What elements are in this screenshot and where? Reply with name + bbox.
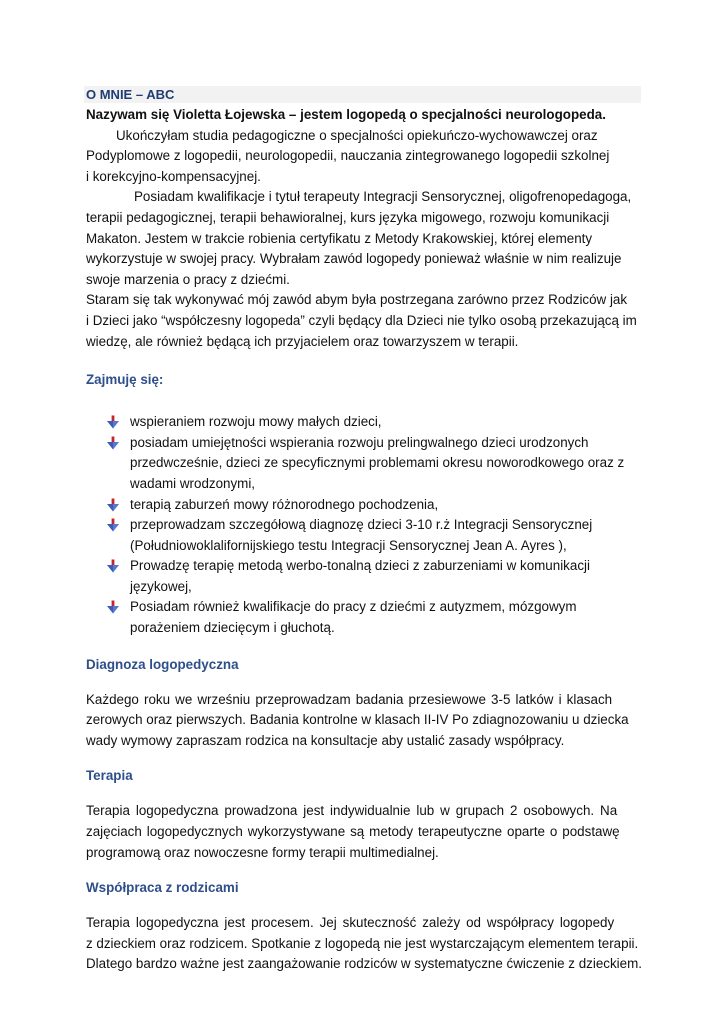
service-list-item	[106, 412, 645, 433]
section-heading-wspolpraca: Współpraca z rodzicami	[86, 880, 239, 896]
service-line: Prowadzę terapię metodą werbo-tonalną dzieci z zaburzeniami w komunikacji	[130, 558, 590, 574]
diagnoza-line: zerowych oraz pierwszych. Badania kontrolne w klasach II-IV Po zdiagnozowaniu u dziecka	[86, 712, 629, 728]
arrow-down-bullet-icon	[106, 498, 120, 512]
section-heading-zajmuje: Zajmuję się:	[86, 372, 164, 388]
wspolpraca-line: Terapia logopedyczna jest procesem. Jej skuteczność zależy od współpracy logopedy	[86, 915, 615, 931]
intro-line: wiedzę, ale również będącą ich przyjacielem oraz towarzyszem w terapii.	[86, 333, 519, 349]
wspolpraca-paragraph	[86, 913, 645, 975]
intro-line: swoje marzenia o pracy z dziećmi.	[86, 271, 290, 287]
service-list-item	[106, 515, 645, 556]
section-heading-terapia: Terapia	[86, 768, 133, 784]
section-heading-diagnoza: Diagnoza logopedyczna	[86, 656, 239, 672]
terapia-line: Terapia logopedyczna prowadzona jest indywidualnie lub w grupach 2 osobowych. Na	[86, 803, 618, 819]
service-list-item	[106, 433, 645, 495]
diagnoza-line: wady wymowy zapraszam rodzica na konsultacje aby ustalić zasady współpracy.	[86, 732, 565, 748]
terapia-line: zajęciach logopedycznych wykorzystywane są metody terapeutyczne oparte o podstawę	[86, 824, 620, 840]
service-list-item	[106, 597, 645, 638]
service-line: Posiadam również kwalifikacje do pracy z dziećmi z autyzmem, mózgowym	[130, 599, 577, 615]
services-list	[86, 412, 645, 639]
service-line: (Południowoklalifornijskiego testu Integracji Sensorycznej Jean A. Ayres ),	[130, 537, 567, 553]
arrow-down-bullet-icon	[106, 415, 120, 429]
service-line: porażeniem dziecięcym i głuchotą.	[130, 620, 335, 636]
intro-line: i korekcyjno-kompensacyjnej.	[86, 168, 261, 184]
service-line: wspieraniem rozwoju mowy małych dzieci,	[130, 414, 382, 430]
service-line: terapią zaburzeń mowy różnorodnego pochodzenia,	[130, 496, 439, 512]
arrow-down-bullet-icon	[106, 559, 120, 573]
intro-line: Posiadam kwalifikacje i tytuł terapeuty Integracji Sensorycznej, oligofrenopedagoga,	[134, 189, 632, 205]
service-line: językowej,	[130, 578, 192, 594]
service-line: przeprowadzam szczegółową diagnozę dzieci 3-10 r.ż Integracji Sensorycznej	[130, 517, 593, 533]
arrow-down-bullet-icon	[106, 518, 120, 532]
intro-line: terapii pedagogicznej, terapii behawioralnej, kurs języka migowego, rozwoju komunikacji	[86, 209, 610, 225]
intro-line: Staram się tak wykonywać mój zawód abym była postrzegana zarówno przez Rodziców jak	[86, 292, 628, 308]
intro-line: wykorzystuje w swojej pracy. Wybrałam zawód logopedy ponieważ właśnie w nim realizuje	[86, 251, 622, 267]
intro-line: Makaton. Jestem w trakcie robienia certyfikatu z Metody Krakowskiej, której elementy	[86, 230, 593, 246]
service-list-item	[106, 495, 645, 516]
terapia-line: programową oraz nowoczesne formy terapii multimedialnej.	[86, 844, 439, 860]
arrow-down-bullet-icon	[106, 600, 120, 614]
service-line: przedwcześnie, dzieci ze specyficznymi problemami okresu noworodkowego oraz z	[130, 455, 625, 471]
intro-line: Ukończyłam studia pedagogiczne o specjalności opiekuńczo-wychowawczej oraz	[116, 127, 598, 143]
page-title: O MNIE – ABC	[84, 86, 641, 103]
diagnoza-paragraph	[86, 690, 645, 752]
intro-paragraph	[86, 126, 645, 353]
service-list-item	[106, 556, 645, 597]
terapia-paragraph	[86, 801, 645, 863]
arrow-down-bullet-icon	[106, 436, 120, 450]
intro-line: Podyplomowe z logopedii, neurologopedii, nauczania zintegrowanego logopedii szkolnej	[86, 148, 610, 164]
service-line: posiadam umiejętności wspierania rozwoju prelingwalnego dzieci urodzonych	[130, 434, 589, 450]
diagnoza-line: Każdego roku we wrześniu przeprowadzam badania przesiewowe 3-5 latków i klasach	[86, 691, 613, 707]
service-line: wadami wrodzonymi,	[130, 475, 256, 491]
wspolpraca-line: Dlatego bardzo ważne jest zaangażowanie rodziców w systematyczne ćwiczenie z dzieckiem.	[86, 956, 642, 972]
wspolpraca-line: z dzieckiem oraz rodzicem. Spotkanie z logopedą nie jest wystarczającym elementem terapii.	[86, 935, 639, 951]
intro-line: i Dzieci jako “współczesny logopeda” czyli będący dla Dzieci nie tylko osobą przekazującą im	[86, 312, 637, 328]
intro-heading: Nazywam się Violetta Łojewska – jestem logopedą o specjalności neurologopeda.	[86, 107, 606, 122]
